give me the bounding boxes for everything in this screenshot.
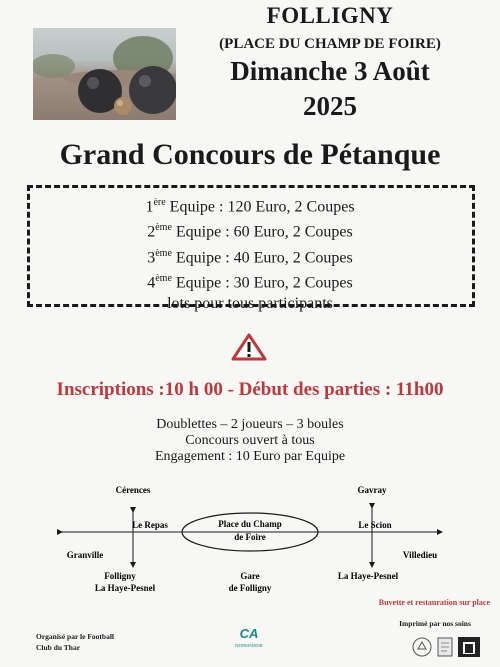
- prizes-note: lots pour tous participants: [167, 295, 333, 313]
- event-date: Dimanche 3 Août: [230, 56, 430, 86]
- label-le-scion: Le Scion: [358, 520, 392, 530]
- prize-list: [0, 192, 500, 314]
- label-gare: Gare: [240, 571, 260, 581]
- label-gare-2: de Folligny: [228, 583, 272, 593]
- label-villedieu: Villedieu: [402, 550, 438, 560]
- label-center-1: Place du Champ: [218, 519, 282, 529]
- prize-row: 1ère Equipe : 120 Euro, 2 Coupes: [145, 197, 355, 216]
- label-folligny-2: La Haye-Pesnel: [94, 583, 156, 593]
- printed-note: Imprimé par nos soins: [399, 619, 471, 628]
- prize-row: 3ème Equipe : 40 Euro, 2 Coupes: [147, 247, 353, 266]
- event-place: (PLACE DU CHAMP DE FOIRE): [219, 36, 441, 52]
- logo-subtitle: NORMANDIE: [235, 643, 263, 648]
- rule-line: Doublettes – 2 joueurs – 3 boules: [156, 417, 344, 432]
- label-gavray: Gavray: [357, 485, 387, 495]
- label-le-repas: Le Repas: [132, 520, 168, 530]
- event-town: FOLLIGNY: [266, 3, 394, 28]
- footer-icons: [412, 635, 484, 659]
- label-la-haye: La Haye-Pesnel: [337, 571, 399, 581]
- organiser-line: Organisé par le Football: [36, 632, 114, 641]
- rule-line: Concours ouvert à tous: [185, 433, 315, 448]
- petanque-photo: [33, 28, 176, 120]
- rule-line: Engagement : 10 Euro par Equipe: [154, 449, 346, 464]
- buvette-note: Buvette et restauration sur place: [378, 598, 490, 607]
- label-cerences: Cérences: [115, 485, 151, 495]
- prize-row: 2ème Equipe : 60 Euro, 2 Coupes: [147, 222, 353, 241]
- label-granville: Granville: [66, 550, 104, 560]
- trash-bin-icon: [458, 637, 480, 657]
- rules-block: [0, 417, 500, 465]
- event-year: 2025: [303, 91, 357, 121]
- warning-icon: [231, 333, 267, 361]
- organiser-line: Club du Thar: [36, 643, 81, 652]
- event-title: Grand Concours de Pétanque: [59, 138, 441, 171]
- document-icon: [438, 638, 452, 656]
- recycle-icon: [413, 638, 431, 656]
- prize-row: 4ème Equipe : 30 Euro, 2 Coupes: [147, 272, 353, 292]
- credit-agricole-logo: [229, 625, 269, 651]
- organiser-note: [36, 631, 146, 653]
- label-center-2: de Foire: [234, 532, 266, 542]
- inscriptions-banner: Inscriptions :10 h 00 - Début des parties : 11h00: [56, 379, 444, 400]
- label-folligny: Folligny: [104, 571, 136, 581]
- logo-mark: CA: [239, 626, 259, 641]
